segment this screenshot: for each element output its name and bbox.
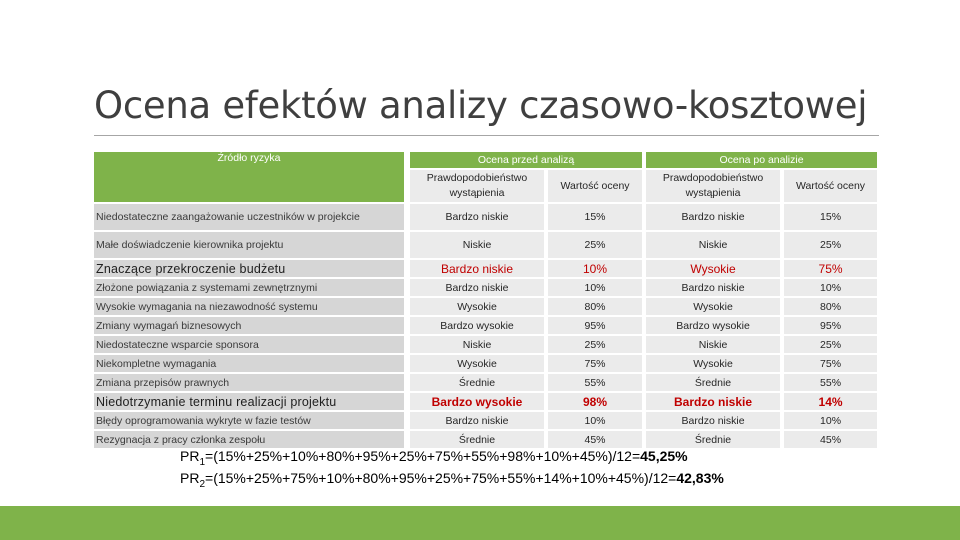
before-analysis-header: Ocena przed analizą bbox=[410, 152, 642, 168]
prob-before: Bardzo niskie bbox=[410, 204, 544, 230]
prob-after: Wysokie bbox=[646, 355, 780, 372]
value-before: 25% bbox=[548, 336, 642, 353]
table-row bbox=[94, 204, 877, 230]
value-before: 80% bbox=[548, 298, 642, 315]
prob-after: Wysokie bbox=[646, 260, 780, 277]
value-before: 75% bbox=[548, 355, 642, 372]
risk-source-name: Złożone powiązania z systemami zewnętrznymi bbox=[94, 279, 404, 296]
prob-before: Wysokie bbox=[410, 355, 544, 372]
table-row bbox=[94, 232, 877, 258]
risk-source-name: Znaczące przekroczenie budżetu bbox=[94, 260, 404, 277]
prob-after: Średnie bbox=[646, 431, 780, 448]
prob-after: Średnie bbox=[646, 374, 780, 391]
value-after: 75% bbox=[784, 355, 877, 372]
table-header-row bbox=[94, 152, 877, 168]
value-after: 14% bbox=[784, 393, 877, 410]
formula-pr1: $PR_1=(15\%+25\%+10\%+80\%+95\%+25\%+75\%+55\%+98\%+10\%+45\%)/12=45,25\%$ bbox=[180, 448, 688, 468]
value-before: 98% bbox=[548, 393, 642, 410]
prob-header-before: Prawdopodobieństwo wystąpienia bbox=[410, 170, 544, 202]
footer-accent-bar bbox=[0, 506, 960, 540]
value-after: 25% bbox=[784, 336, 877, 353]
value-before: 10% bbox=[548, 412, 642, 429]
table-row bbox=[94, 374, 877, 391]
table-row bbox=[94, 298, 877, 315]
value-before: 45% bbox=[548, 431, 642, 448]
prob-before: Bardzo niskie bbox=[410, 260, 544, 277]
value-before: 10% bbox=[548, 260, 642, 277]
value-after: 45% bbox=[784, 431, 877, 448]
table-row bbox=[94, 355, 877, 372]
prob-after: Niskie bbox=[646, 336, 780, 353]
table-row bbox=[94, 412, 877, 429]
value-header-before: Wartość oceny bbox=[548, 170, 642, 202]
prob-after: Bardzo niskie bbox=[646, 279, 780, 296]
prob-after: Wysokie bbox=[646, 298, 780, 315]
value-before: 15% bbox=[548, 204, 642, 230]
value-after: 15% bbox=[784, 204, 877, 230]
table-row bbox=[94, 393, 877, 410]
value-after: 95% bbox=[784, 317, 877, 334]
risk-source-name: Niedotrzymanie terminu realizacji projektu bbox=[94, 393, 404, 410]
value-before: 25% bbox=[548, 232, 642, 258]
after-analysis-header: Ocena po analizie bbox=[646, 152, 877, 168]
value-header-after: Wartość oceny bbox=[784, 170, 877, 202]
table-row bbox=[94, 279, 877, 296]
prob-before: Średnie bbox=[410, 431, 544, 448]
prob-before: Bardzo niskie bbox=[410, 279, 544, 296]
value-before: 10% bbox=[548, 279, 642, 296]
risk-source-name: Zmiany wymagań biznesowych bbox=[94, 317, 404, 334]
prob-before: Bardzo wysokie bbox=[410, 317, 544, 334]
table-row bbox=[94, 260, 877, 277]
prob-before: Bardzo wysokie bbox=[410, 393, 544, 410]
title-divider bbox=[94, 135, 879, 136]
value-before: 95% bbox=[548, 317, 642, 334]
prob-after: Niskie bbox=[646, 232, 780, 258]
prob-before: Niskie bbox=[410, 336, 544, 353]
prob-after: Bardzo niskie bbox=[646, 412, 780, 429]
prob-before: Wysokie bbox=[410, 298, 544, 315]
value-before: 55% bbox=[548, 374, 642, 391]
table-row bbox=[94, 317, 877, 334]
risk-assessment-table bbox=[94, 150, 877, 450]
table-row bbox=[94, 431, 877, 448]
prob-before: Niskie bbox=[410, 232, 544, 258]
slide-title: Ocena efektów analizy czasowo-kosztowej bbox=[94, 84, 868, 127]
value-after: 75% bbox=[784, 260, 877, 277]
prob-after: Bardzo niskie bbox=[646, 204, 780, 230]
risk-source-name: Niedostateczne zaangażowanie uczestników w projekcie bbox=[94, 204, 404, 230]
risk-source-name: Zmiana przepisów prawnych bbox=[94, 374, 404, 391]
risk-source-name: Wysokie wymagania na niezawodność systemu bbox=[94, 298, 404, 315]
prob-after: Bardzo wysokie bbox=[646, 317, 780, 334]
value-after: 80% bbox=[784, 298, 877, 315]
risk-source-name: Rezygnacja z pracy członka zespołu bbox=[94, 431, 404, 448]
risk-source-name: Małe doświadczenie kierownika projektu bbox=[94, 232, 404, 258]
value-after: 10% bbox=[784, 412, 877, 429]
source-header: Źródło ryzyka bbox=[94, 152, 404, 202]
risk-source-name: Niedostateczne wsparcie sponsora bbox=[94, 336, 404, 353]
prob-after: Bardzo niskie bbox=[646, 393, 780, 410]
prob-before: Bardzo niskie bbox=[410, 412, 544, 429]
prob-before: Średnie bbox=[410, 374, 544, 391]
prob-header-after: Prawdopodobieństwo wystąpienia bbox=[646, 170, 780, 202]
table-row bbox=[94, 336, 877, 353]
value-after: 10% bbox=[784, 279, 877, 296]
value-after: 55% bbox=[784, 374, 877, 391]
risk-source-name: Błędy oprogramowania wykryte w fazie testów bbox=[94, 412, 404, 429]
value-after: 25% bbox=[784, 232, 877, 258]
risk-source-name: Niekompletne wymagania bbox=[94, 355, 404, 372]
formula-pr2: $PR_2=(15\%+25\%+75\%+10\%+80\%+95\%+25\%+75\%+55\%+14\%+10\%+45\%)/12=42,83\%$ bbox=[180, 470, 724, 490]
